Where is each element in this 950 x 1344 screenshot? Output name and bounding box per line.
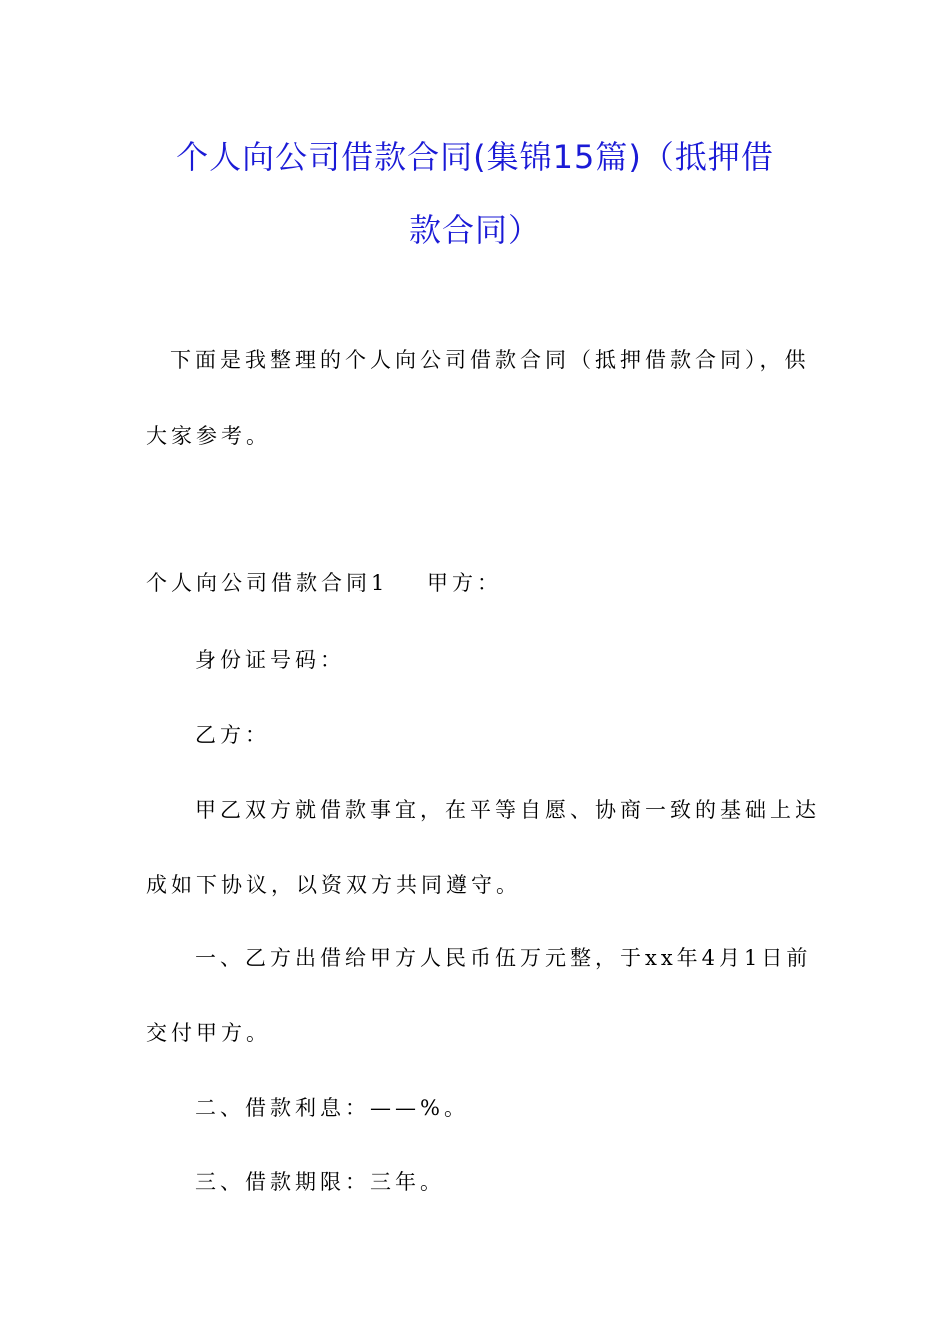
clause-1-line-2: 交付甲方。 bbox=[146, 1021, 271, 1045]
party-b-label: 乙方： bbox=[195, 723, 270, 747]
intro-paragraph-line-1: 下面是我整理的个人向公司借款合同（抵押借款合同），供 bbox=[170, 348, 810, 372]
document-title-line-1: 个人向公司借款合同(集锦15篇)（抵押借 bbox=[176, 138, 774, 176]
agreement-paragraph-line-1: 甲乙双方就借款事宜，在平等自愿、协商一致的基础上达 bbox=[195, 798, 820, 822]
id-number-label: 身份证号码： bbox=[195, 648, 345, 672]
agreement-paragraph-line-2: 成如下协议，以资双方共同遵守。 bbox=[146, 873, 521, 897]
document-title-line-2: 款合同） bbox=[408, 211, 541, 249]
clause-3: 三、借款期限：三年。 bbox=[195, 1170, 445, 1194]
intro-paragraph-line-2: 大家参考。 bbox=[146, 424, 271, 448]
clause-2: 二、借款利息：——%。 bbox=[195, 1096, 469, 1120]
section-heading: 个人向公司借款合同1 bbox=[146, 571, 389, 595]
party-a-label: 甲方： bbox=[427, 571, 502, 595]
clause-1-line-1: 一、乙方出借给甲方人民币伍万元整，于xx年4月1日前 bbox=[195, 946, 812, 970]
